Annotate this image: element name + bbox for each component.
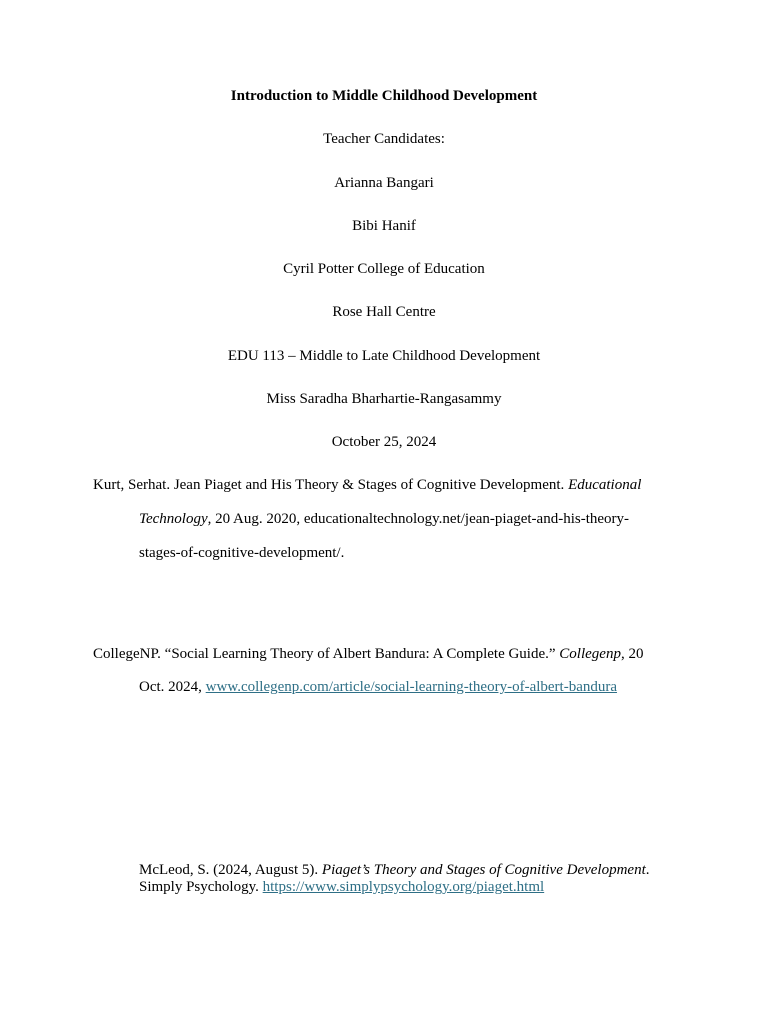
journal-title: Collegenp xyxy=(559,646,621,662)
work-title: Piaget’s Theory and Stages of Cognitive Development xyxy=(321,862,646,878)
reference-line xyxy=(139,543,344,563)
reference-line xyxy=(93,475,641,495)
reference-line xyxy=(139,861,650,879)
reference-text: Oct. 2024, xyxy=(139,679,206,695)
course-name: EDU 113 – Middle to Late Childhood Development xyxy=(227,348,541,364)
document-title: Introduction to Middle Childhood Development xyxy=(230,88,538,104)
college-name: Cyril Potter College of Education xyxy=(283,261,485,277)
author-name: Bibi Hanif xyxy=(352,218,416,234)
journal-title: Technology xyxy=(139,511,208,527)
reference-line xyxy=(139,509,629,529)
reference-text: stages-of-cognitive-development/. xyxy=(139,545,345,561)
reference-text: , 20 Aug. 2020, educationaltechnology.net/jean-piaget-and-his-theory- xyxy=(207,511,630,527)
reference-text: CollegeNP. “Social Learning Theory of Albert Bandura: A Complete Guide.” xyxy=(93,646,560,662)
reference-line xyxy=(139,677,617,697)
reference-link[interactable]: https://www.simplypsychology.org/piaget.html xyxy=(262,879,545,895)
author-name: Arianna Bangari xyxy=(334,175,434,191)
reference-text: McLeod, S. (2024, August 5). xyxy=(139,862,322,878)
reference-line xyxy=(93,644,643,664)
reference-text: Simply Psychology. xyxy=(139,879,263,895)
reference-text: , 20 xyxy=(620,646,644,662)
centre-name: Rose Hall Centre xyxy=(332,304,436,320)
reference-link[interactable]: www.collegenp.com/article/social-learning-theory-of-albert-bandura xyxy=(205,679,618,695)
submission-date: October 25, 2024 xyxy=(331,434,437,450)
reference-text: . xyxy=(645,862,650,878)
reference-line xyxy=(139,878,544,896)
journal-title: Educational xyxy=(568,477,642,493)
reference-text: Kurt, Serhat. Jean Piaget and His Theory & Stages of Cognitive Development. xyxy=(93,477,569,493)
teacher-candidates-label: Teacher Candidates: xyxy=(323,131,445,147)
instructor-name: Miss Saradha Bharhartie-Rangasammy xyxy=(266,391,502,407)
